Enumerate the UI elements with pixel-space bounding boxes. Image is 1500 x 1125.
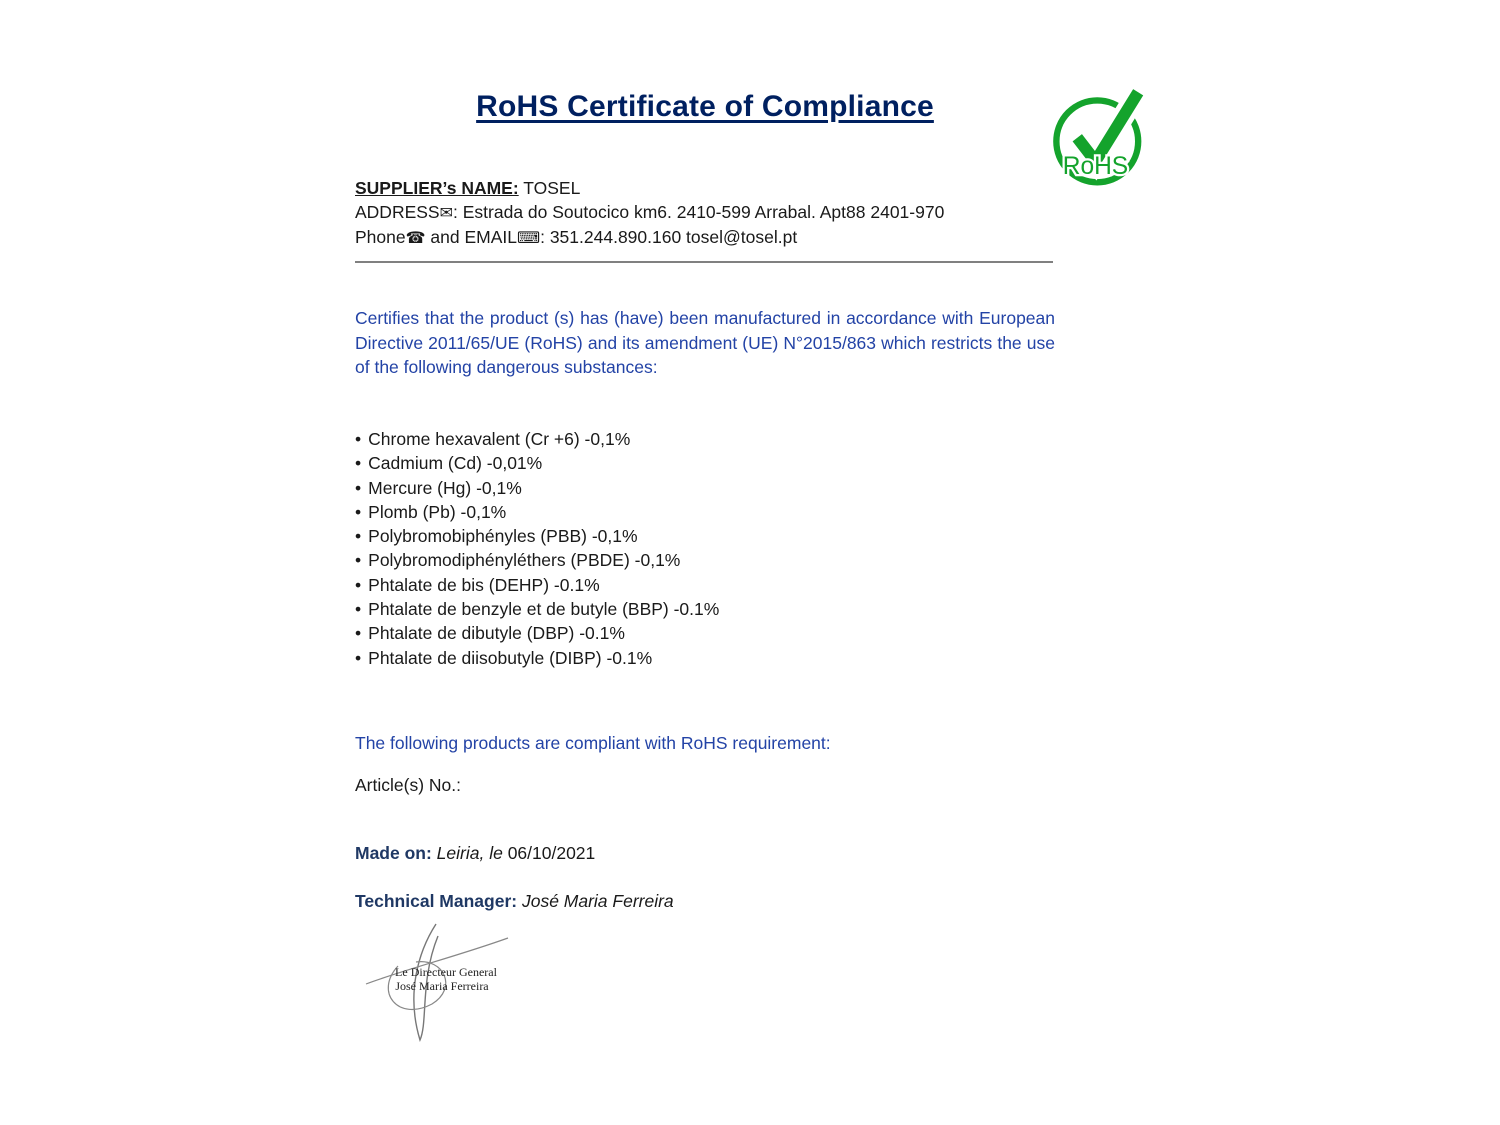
article-number-line: Article(s) No.: — [355, 775, 461, 795]
made-on-label: Made on: — [355, 843, 432, 863]
substance-item: • Chrome hexavalent (Cr +6) -0,1% — [355, 427, 1075, 451]
certification-paragraph: Certifies that the product (s) has (have) been manufactured in accordance with European Directive 2011/65/UE (RoHS) and its amendment (UE) N°2015/863 which restricts the use of the following dangerous substances: — [355, 308, 1055, 377]
substance-item: • Phtalate de benzyle et de butyle (BBP) -0.1% — [355, 597, 1075, 621]
address-value: : Estrada do Soutocico km6. 2410-599 Arrabal. Apt88 2401-970 — [453, 202, 945, 222]
signature-scribble-icon — [358, 922, 538, 1052]
supplier-name-line — [355, 176, 1075, 200]
title-block — [355, 90, 1055, 124]
computer-icon: ⌨ — [517, 228, 541, 247]
rohs-logo — [1050, 80, 1150, 190]
supplier-contact-line — [355, 225, 1075, 250]
substance-item: • Phtalate de dibutyle (DBP) -0.1% — [355, 621, 1075, 645]
substance-item: • Plomb (Pb) -0,1% — [355, 500, 1075, 524]
compliance-statement: The following products are compliant with RoHS requirement: — [355, 733, 831, 753]
supplier-name-value: TOSEL — [518, 178, 581, 198]
signature-name-text: José Maria Ferreira — [395, 979, 489, 993]
substance-item: • Phtalate de bis (DEHP) -0.1% — [355, 573, 1075, 597]
page-title: RoHS Certificate of Compliance — [476, 90, 934, 123]
signature-title-text: Le Directeur General — [395, 965, 497, 979]
technical-manager-line — [355, 891, 1075, 912]
rohs-check-icon — [1050, 80, 1150, 190]
phone-icon: ☎ — [405, 228, 426, 247]
made-on-date: 06/10/2021 — [507, 843, 596, 863]
phone-label: Phone — [355, 227, 406, 247]
contact-value: : 351.244.890.160 tosel@tosel.pt — [540, 227, 798, 247]
divider-line — [355, 261, 1053, 263]
supplier-address-line — [355, 200, 1075, 225]
substances-list — [355, 427, 1075, 670]
technical-manager-name: José Maria Ferreira — [517, 891, 674, 911]
rohs-logo-label: RoHS — [1062, 153, 1129, 181]
made-on-place: Leiria, le — [431, 843, 508, 863]
supplier-block — [355, 176, 1075, 250]
substance-item: • Mercure (Hg) -0,1% — [355, 476, 1075, 500]
signature-block — [358, 922, 538, 1052]
substance-item: • Polybromodiphényléthers (PBDE) -0,1% — [355, 548, 1075, 572]
made-on-line — [355, 843, 1075, 864]
substance-item: • Cadmium (Cd) -0,01% — [355, 451, 1075, 475]
supplier-name-label: SUPPLIER’s NAME: — [355, 178, 519, 198]
email-label: and EMAIL — [425, 227, 517, 247]
address-label: ADDRESS — [355, 202, 440, 222]
technical-manager-label: Technical Manager: — [355, 891, 518, 911]
substance-item: • Polybromobiphényles (PBB) -0,1% — [355, 524, 1075, 548]
envelope-icon: ✉ — [439, 203, 454, 222]
substance-item: • Phtalate de diisobutyle (DIBP) -0.1% — [355, 646, 1075, 670]
